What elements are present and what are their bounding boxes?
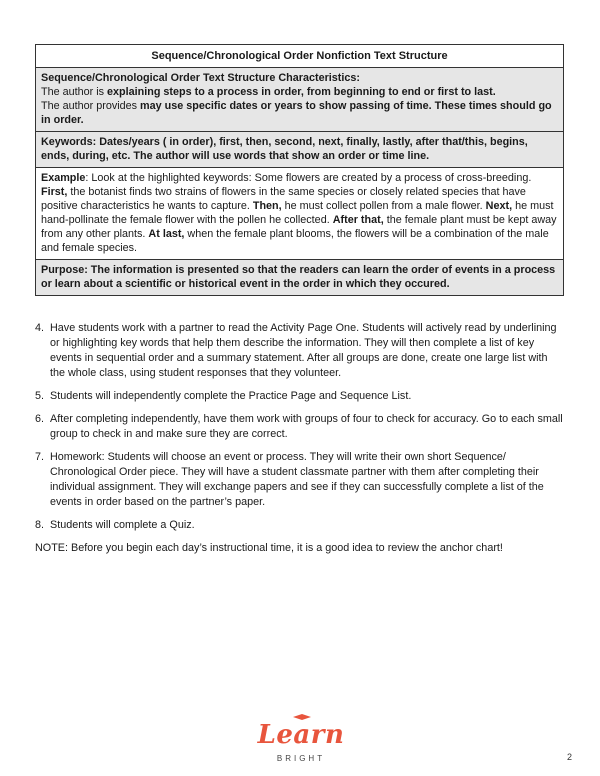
logo-subtitle: BRIGHT	[276, 754, 326, 763]
learn-bright-logo	[255, 714, 347, 770]
chart-title: Sequence/Chronological Order Nonfiction Text Structure	[36, 45, 564, 68]
characteristics-line2-pre: The author provides	[41, 100, 141, 112]
example-sentence-5: when the female plant blooms, the flowers will be a combination of the male and female species.	[41, 228, 549, 254]
example-sentence-4: the female plant must be kept away from any other plants.	[41, 214, 557, 240]
example-cell	[36, 168, 564, 260]
step-item	[35, 321, 565, 381]
step-text: Students will complete a Quiz.	[50, 519, 195, 531]
characteristics-line1-bold: explaining steps to a process in order, from beginning to end or first to last.	[107, 86, 496, 98]
example-sentence-2: he must collect pollen from a male flower.	[281, 200, 486, 212]
characteristics-heading: Sequence/Chronological Order Text Structure Characteristics:	[41, 72, 360, 84]
step-number: 6.	[35, 413, 45, 425]
example-label: Example	[41, 172, 86, 184]
example-intro: : Look at the highlighted keywords: Some flowers are created by a process of cross-breeding.	[85, 172, 532, 184]
page-number: 2	[567, 752, 573, 762]
keyword-then: Then,	[252, 200, 282, 212]
step-text: Have students work with a partner to read the Activity Page One. Students will actively read by underlining or highlighting key words that help them describe the information. They will then complete a list of key events in sequential order and a summary statement. After all groups are done, create one large list with the whole class, using student responses that they volunteer.	[50, 322, 557, 379]
step-number: 4.	[35, 322, 45, 334]
step-number: 8.	[35, 519, 45, 531]
keywords-text: Keywords: Dates/years ( in order), first, then, second, next, finally, lastly, after that/this, begins, ends, during, etc. The author will use words that show an order or time line.	[41, 136, 528, 162]
step-item	[35, 389, 565, 404]
step-text: Students will independently complete the Practice Page and Sequence List.	[50, 390, 412, 402]
step-item	[35, 412, 565, 442]
characteristics-line1-pre: The author is	[41, 86, 108, 98]
step-text: Homework: Students will choose an event or process. They will write their own short Sequence/ Chronological Order piece. They will have a student classmate partner with them after completing their individual assignment. They will exchange papers and see if they can successfully complete a list of the events in order based on the partner’s paper.	[50, 451, 544, 508]
keyword-at-last: At last,	[148, 228, 185, 240]
step-item	[35, 450, 565, 510]
procedure-steps	[35, 321, 565, 556]
step-number: 5.	[35, 390, 45, 402]
note-text: NOTE: Before you begin each day’s instructional time, it is a good idea to review the anchor chart!	[35, 542, 503, 554]
step-item	[35, 518, 565, 533]
purpose-cell	[36, 260, 564, 296]
purpose-text: Purpose: The information is presented so that the readers can learn the order of events in a process or learn about a scientific or historical event in the order in which they occured.	[41, 264, 556, 290]
example-sentence-3: he must hand-pollinate the female flower with the pollen he collected.	[41, 200, 554, 226]
example-sentence-1: the botanist finds two strains of flowers in the same species or closely related species that have positive characteristics he wants to capture.	[41, 186, 526, 212]
keyword-after-that: After that,	[332, 214, 384, 226]
logo-wordmark: Learn	[257, 720, 345, 750]
anchor-chart-table	[35, 44, 564, 296]
characteristics-cell	[36, 68, 564, 132]
keywords-cell	[36, 132, 564, 168]
keyword-next: Next,	[485, 200, 513, 212]
step-number: 7.	[35, 451, 45, 463]
characteristics-line2-bold: may use specific dates or years to show passing of time. These times should go in order.	[41, 100, 552, 126]
step-text: After completing independently, have them work with groups of four to check for accuracy. Go to each small group to check in and make sure they are correct.	[50, 413, 563, 440]
keyword-first: First,	[41, 186, 68, 198]
